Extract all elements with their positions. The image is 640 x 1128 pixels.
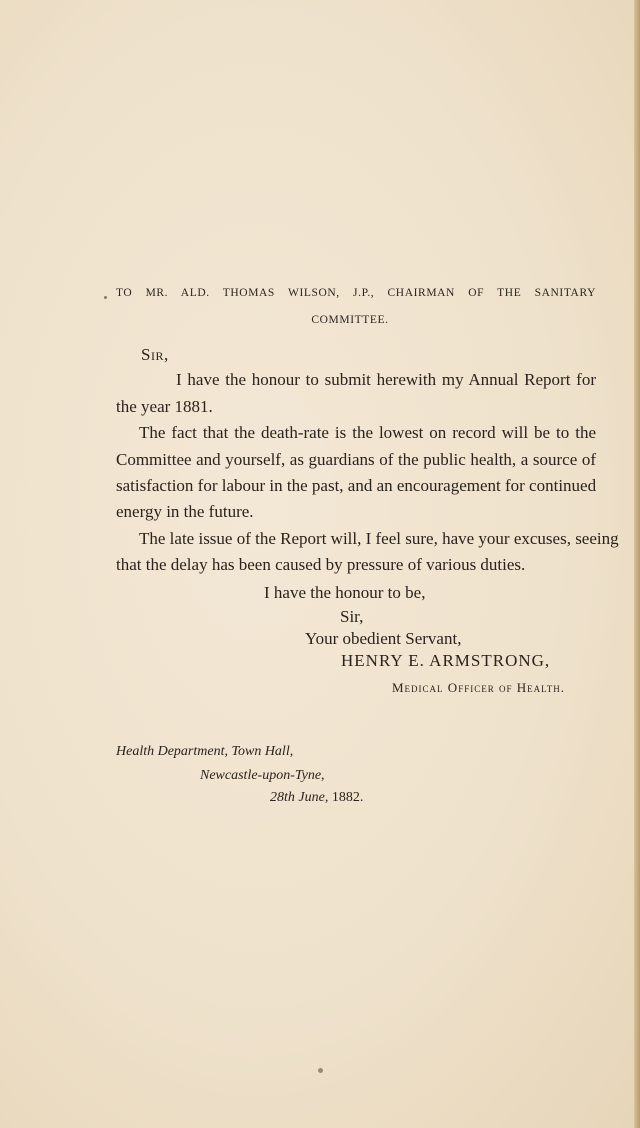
paragraph-2-line-3: satisfaction for labour in the past, and an encouragement for continued bbox=[116, 476, 597, 495]
heading-line-1: TO MR. ALD. THOMAS WILSON, J.P., CHAIRMAN OF THE SANITARY bbox=[116, 287, 596, 299]
paragraph-3-line-1: The late issue of the Report will, I feel sure, have your excuses, seeing bbox=[139, 529, 619, 548]
paragraph-1-line-1: I have the honour to submit herewith my Annual Report for bbox=[176, 370, 596, 389]
date-day: 28th June, bbox=[270, 790, 329, 805]
signature: HENRY E. ARMSTRONG, bbox=[341, 651, 551, 670]
signatory-title: Medical Officer of Health. bbox=[392, 680, 566, 695]
ink-speck bbox=[104, 296, 107, 299]
address-line-2: Newcastle-upon-Tyne, bbox=[200, 768, 325, 783]
closing-line-2: Sir, bbox=[340, 607, 364, 626]
date-year: 1882. bbox=[331, 790, 364, 805]
salutation: Sir, bbox=[141, 345, 169, 364]
address-date bbox=[270, 790, 363, 806]
closing-line-1: I have the honour to be, bbox=[264, 583, 426, 602]
paragraph-2-line-2: Committee and yourself, as guardians of the public health, a source of bbox=[116, 450, 596, 469]
closing-line-3: Your obedient Servant, bbox=[305, 629, 462, 648]
paragraph-1-line-2: the year 1881. bbox=[116, 397, 213, 416]
paragraph-2-line-1: The fact that the death-rate is the lowest on record will be to the bbox=[139, 423, 596, 442]
address-line-1: Health Department, Town Hall, bbox=[116, 744, 294, 759]
heading-line-2: COMMITTEE. bbox=[311, 314, 389, 326]
paragraph-2-line-4: energy in the future. bbox=[116, 502, 254, 521]
ink-speck bbox=[318, 1068, 323, 1073]
paragraph-3-line-2: that the delay has been caused by pressure of various duties. bbox=[116, 555, 526, 574]
